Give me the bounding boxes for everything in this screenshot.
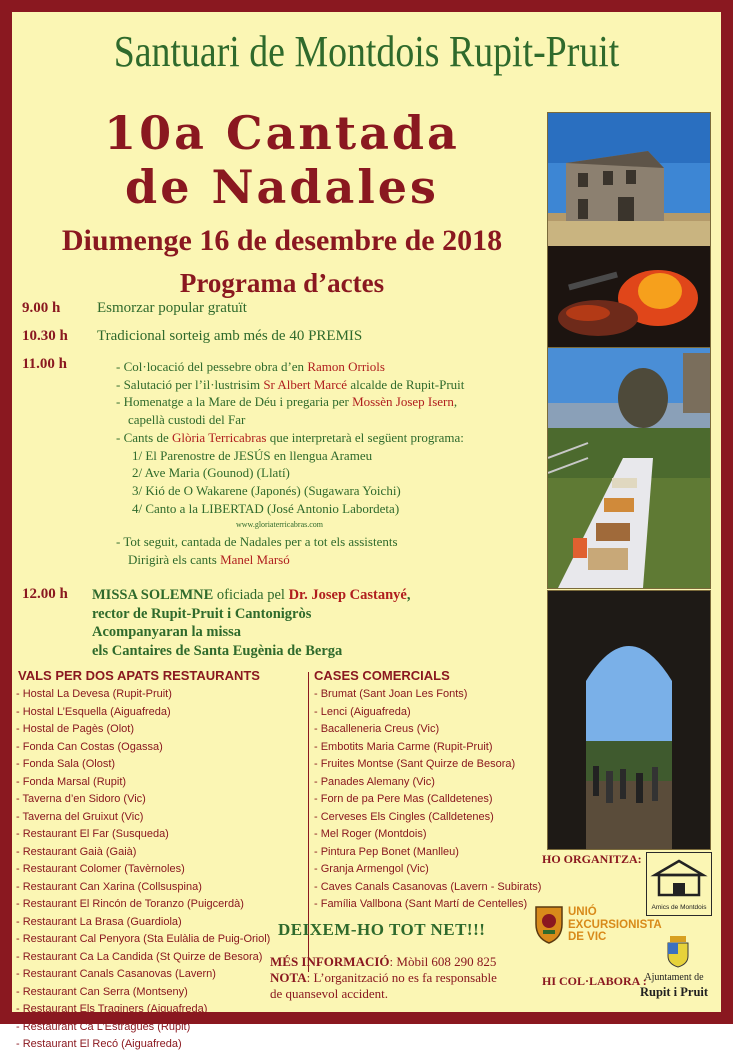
comercials-item: - Fruites Montse (Sant Quirze de Besora) [314,758,516,770]
name-josep-isern: Mossèn Josep Isern [352,394,454,410]
note-label: NOTA [270,970,307,985]
comercials-item: - Granja Armengol (Vic) [314,863,429,875]
song-1: 1/ El Parenostre de JESÚS en llengua Arameu [132,447,373,463]
event-date: Diumenge 16 de desembre de 2018 [61,224,503,257]
restaurants-item: - Restaurant El Rincón de Toranzo (Puigcerdà) [16,898,244,910]
name-albert-marce: Sr Albert Marcé [263,376,348,392]
program-line-homenatge [116,393,546,411]
info-block [270,954,497,1002]
comercials-list [314,686,554,914]
time-900: 9.00 h [22,300,61,316]
song-4: 4/ Canto a la LIBERTAD (José Antonio Labordeta) [132,500,400,516]
unio-text [568,906,662,944]
program-line-dirigira [116,551,546,569]
note-text: : L’organització no es fa responsable [306,970,497,985]
restaurants-item: - Fonda Sala (Olost) [16,758,116,770]
restaurants-item: - Restaurant Ca La Candida (St Quirze de Besora) [16,950,263,963]
restaurants-item: - Taverna d’en Sidoro (Vic) [16,793,146,805]
text: - Salutació per l’il·lustrisim [116,376,264,392]
restaurants-item: - Restaurant Canals Casanovas (Lavern) [16,968,216,980]
comercials-item: - Cerveses Els Cingles (Calldetenes) [314,810,494,823]
comercials-item: - Mel Roger (Montdois) [314,828,427,840]
restaurants-item: - Fonda Can Costas (Ogassa) [16,740,163,753]
info-line [270,954,497,970]
comercials-item: - Família Vallbona (Sant Martí de Centelles) [314,898,528,910]
comercials-item: - Pintura Pep Bonet (Manlleu) [314,845,459,858]
clean-message: DEIXEM-HO TOT NET!!! [278,920,486,939]
comercials-item: - Embotits Maria Carme (Rupit-Pruit) [314,740,493,753]
restaurants-heading: VALS PER DOS APATS RESTAURANTS [18,668,260,683]
collabora-label: HI COL·LABORA : [542,974,647,988]
restaurants-list [16,686,306,1054]
restaurants-item: - Restaurant El Recó (Aiguafreda) [16,1038,182,1050]
event-title-line-1: 10a Cantada [104,106,460,160]
website-link[interactable]: www.gloriaterricabras.com [236,520,323,530]
restaurants-item: - Hostal La Devesa (Rupit-Pruit) [16,688,172,700]
text: - Homenatge a la Mare de Déu i pregaria per [116,394,353,410]
amics-building-icon [647,853,711,899]
time-1100: 11.00 h [22,356,68,372]
event-title-line-2: de Nadales [125,160,439,214]
item-esmorzar: Esmorzar popular gratuït [97,300,247,316]
song-3: 3/ Kió de O Wakarene (Japonés) (Sugawara Yoichi) [132,482,401,498]
program-1100 [116,358,546,569]
ajuntament-shield-icon [666,936,690,968]
text: oficiada pel [213,587,289,603]
comercials-heading: CASES COMERCIALS [314,668,450,683]
ajuntament-label [624,970,724,1000]
program-1200 [92,586,542,660]
comercials-item: - Lenci (Aiguafreda) [314,705,411,718]
amics-label: Amics de Montdois [651,904,707,911]
missa-line-2: rector de Rupit-Pruit i Cantonigròs [92,605,312,622]
item-sorteig: Tradicional sorteig amb més de 40 PREMIS [97,328,363,344]
restaurants-item: - Hostal de Pagès (Olot) [16,723,134,735]
restaurants-item: - Restaurant Colomer (Tavèrnoles) [16,863,185,875]
text: - Col·locació del pessebre obra d’en [116,359,308,374]
info-label: MÉS INFORMACIÓ [270,954,390,969]
photo-arch-image [548,591,710,849]
name-josep-castanye: Dr. Josep Castanyé [288,587,407,603]
program-line-capella: capellà custodi del Far [128,412,246,428]
text: , [453,394,458,410]
unio-shield-icon [534,904,564,944]
program-line-cantada: - Tot seguit, cantada de Nadales per a tot els assistents [116,534,398,550]
photo-tables [547,347,711,589]
comercials-item: - Caves Canals Casanovas (Lavern - Subirats) [314,880,542,893]
name-ramon-orriols: Ramon Orriols [307,359,385,374]
organitza-label: HO ORGANITZA: [542,852,642,866]
song-2: 2/ Ave Maria (Gounod) (Llatí) [132,465,290,481]
missa-line-1 [92,586,542,605]
event-title [12,106,552,214]
programa-heading: Programa d’actes [179,268,385,298]
program-line-salutacio [116,376,546,394]
restaurants-item: - Taverna del Gruixut (Vic) [16,810,144,823]
time-1030: 10.30 h [22,328,68,344]
name-gloria-terricabras: Glòria Terricabras [171,429,267,445]
comercials-item: - Forn de pa Pere Mas (Calldetenes) [314,793,493,805]
poster-title: Santuari de Montdois Rupit-Pruit [113,27,620,76]
note-line-2: de quansevol accident. [270,986,389,1001]
restaurants-item: - Restaurant Els Traginers (Aiguafreda) [16,1003,208,1015]
restaurants-item: - Hostal L’Esquella (Aiguafreda) [16,705,171,718]
restaurants-item: - Fonda Marsal (Rupit) [16,775,127,788]
photo-santuari [547,112,711,349]
ajuntament-line-2: Rupit i Pruit [639,985,709,999]
photo-santuari-image [548,113,710,348]
restaurants-item: - Restaurant Cal Penyora (Sta Eulàlia de Puig-Oriol) [16,933,271,945]
restaurants-item: - Restaurant La Brasa (Guardiola) [16,915,182,928]
time-1200: 12.00 h [22,586,68,602]
text: - Cants de [116,429,172,445]
text: MISSA SOLEMNE [92,587,214,603]
restaurants-item: - Restaurant Ca L’Estragués (Rupit) [16,1020,191,1033]
comercials-item: - Bacalleneria Creus (Vic) [314,723,440,735]
restaurants-item: - Restaurant El Far (Susqueda) [16,828,169,840]
name-manel-marso: Manel Marsó [220,552,290,568]
restaurants-item: - Restaurant Gaià (Gaià) [16,845,137,858]
missa-line-3: Acompanyaran la missa [92,624,242,640]
comercials-item: - Panades Alemany (Vic) [314,775,435,788]
restaurants-item: - Restaurant Can Xarina (Collsuspina) [16,880,202,893]
missa-line-4: els Cantaires de Santa Eugènia de Berga [92,642,343,659]
unio-line-1: UNIÓ [568,906,597,918]
program-line-pessebre [116,358,546,376]
ajuntament-line-1: Ajuntament de [644,972,704,983]
info-phone: : Mòbil 608 290 825 [389,954,497,969]
poster-panel [12,12,721,1050]
note-line [270,970,497,986]
unio-line-2: EXCURSIONISTA [568,918,662,931]
text: Dirigirà els cants [128,552,221,568]
unio-line-3: DE VIC [568,931,607,943]
photo-arch [547,590,711,850]
text: , [406,587,411,603]
restaurants-item: - Restaurant Can Serra (Montseny) [16,985,188,998]
text: que interpretarà el següent programa: [266,429,464,445]
photo-tables-image [548,348,710,588]
program-line-cants [116,429,546,447]
text: alcalde de Rupit-Pruit [347,376,465,392]
comercials-item: - Brumat (Sant Joan Les Fonts) [314,688,468,700]
